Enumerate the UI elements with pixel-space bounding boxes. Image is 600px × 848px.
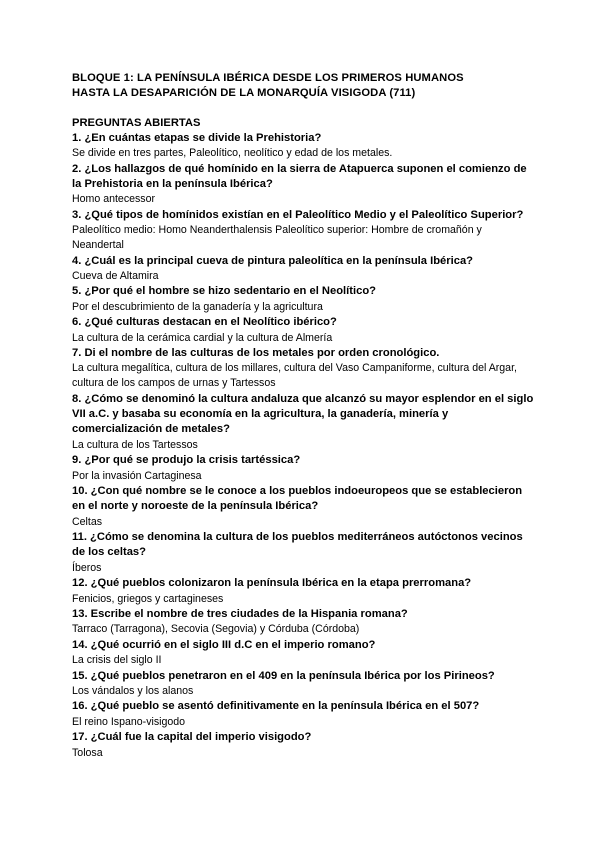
answer-4: Cueva de Altamira <box>72 269 159 282</box>
question-1: 1. ¿En cuántas etapas se divide la Prehistoria? <box>72 132 322 144</box>
answer-11: Íberos <box>72 561 102 574</box>
question-10: 10. ¿Con qué nombre se le conoce a los pueblos indoeuropeos que se establecieron en el norte y noroeste de la península Ibérica? <box>72 485 523 513</box>
question-4: 4. ¿Cuál es la principal cueva de pintura paleolítica en la península Ibérica? <box>72 254 474 267</box>
answer-5: Por el descubrimiento de la ganadería y la agricultura <box>72 300 323 313</box>
question-6: 6. ¿Qué culturas destacan en el Neolítico ibérico? <box>72 316 337 329</box>
answer-6: La cultura de la cerámica cardial y la cultura de Almería <box>72 331 333 344</box>
question-11: 11. ¿Cómo se denomina la cultura de los pueblos mediterráneos autóctonos vecinos de los celtas? <box>72 531 523 559</box>
answer-16: El reino Ispano-visigodo <box>72 715 186 728</box>
answer-8: La cultura de los Tartessos <box>72 438 198 451</box>
question-8: 8. ¿Cómo se denominó la cultura andaluza que alcanzó su mayor esplendor en el siglo VII a.C. y basaba su economía en la agricultura, la ganadería, minería y comercialización de metales? <box>72 392 534 436</box>
question-13: 13. Escribe el nombre de tres ciudades de la Hispania romana? <box>72 608 408 621</box>
answer-15: Los vándalos y los alanos <box>72 684 194 697</box>
question-3: 3. ¿Qué tipos de homínidos existían en el Paleolítico Medio y el Paleolítico Superior? <box>72 208 524 221</box>
title-line-2: HASTA LA DESAPARICIÓN DE LA MONARQUÍA VISIGODA (711) <box>72 87 416 99</box>
title-line-1: BLOQUE 1: LA PENÍNSULA IBÉRICA DESDE LOS PRIMEROS HUMANOS <box>72 72 464 84</box>
section-heading: PREGUNTAS ABIERTAS <box>72 117 201 129</box>
answer-2: Homo antecessor <box>72 193 156 206</box>
answer-7: La cultura megalítica, cultura de los millares, cultura del Vaso Campaniforme, cultura del Argar, cultura de los campos de urnas y Tartessos <box>72 362 517 390</box>
question-16: 16. ¿Qué pueblo se asentó definitivamente en la península Ibérica en el 507? <box>72 700 480 713</box>
answer-12: Fenicios, griegos y cartagineses <box>72 592 224 605</box>
answer-3: Paleolítico medio: Homo Neanderthalensis Paleolítico superior: Hombre de cromañón y Neandertal <box>72 224 482 252</box>
question-12: 12. ¿Qué pueblos colonizaron la península Ibérica en la etapa prerromana? <box>72 577 472 590</box>
answer-10: Celtas <box>72 515 103 528</box>
question-2: 2. ¿Los hallazgos de qué homínido en la sierra de Atapuerca suponen el comienzo de la Prehistoria en la península Ibérica? <box>72 162 527 191</box>
question-5: 5. ¿Por qué el hombre se hizo sedentario en el Neolítico? <box>72 285 376 298</box>
question-15: 15. ¿Qué pueblos penetraron en el 409 en la península Ibérica por los Pirineos? <box>72 669 495 682</box>
answer-13: Tarraco (Tarragona), Secovia (Segovia) y Córduba (Córdoba) <box>72 623 360 636</box>
question-17: 17. ¿Cuál fue la capital del imperio visigodo? <box>72 731 312 744</box>
answer-14: La crisis del siglo II <box>72 654 162 667</box>
question-14: 14. ¿Qué ocurrió en el siglo III d.C en el imperio romano? <box>72 638 376 651</box>
answer-9: Por la invasión Cartaginesa <box>72 469 202 482</box>
qa-list <box>72 131 534 761</box>
answer-17: Tolosa <box>72 746 103 759</box>
document-body <box>72 71 534 761</box>
answer-1: Se divide en tres partes, Paleolítico, neolítico y edad de los metales. <box>72 147 393 160</box>
question-7: 7. Di el nombre de las culturas de los metales por orden cronológico. <box>72 347 440 360</box>
question-9: 9. ¿Por qué se produjo la crisis tartéssica? <box>72 454 301 467</box>
